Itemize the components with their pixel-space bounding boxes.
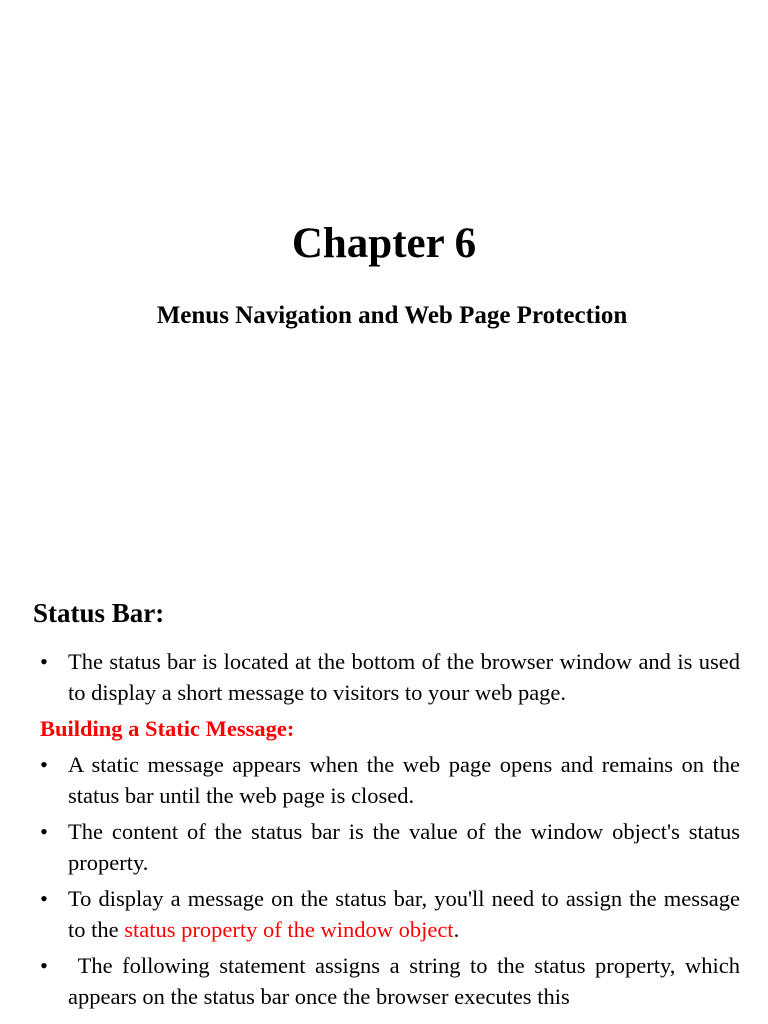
bullet-text: The status bar is located at the bottom of the browser window and is used to display a short message to visitors to your web page. xyxy=(68,649,740,705)
bullet-text: The content of the status bar is the value of the window object's status property. xyxy=(68,819,740,875)
sub-heading: Building a Static Message: xyxy=(40,716,295,741)
bullet-icon: • xyxy=(40,752,48,777)
bullet-icon: • xyxy=(40,819,48,844)
list-item xyxy=(40,950,746,1012)
bullet-text-after: . xyxy=(453,917,460,942)
bullet-text: A static message appears when the web page opens and remains on the status bar until the web page is closed. xyxy=(68,752,740,808)
list-item xyxy=(40,646,740,708)
list-item xyxy=(40,883,740,945)
list-item xyxy=(40,816,740,878)
list-item xyxy=(40,749,740,811)
bullet-text: The following statement assigns a string to the status property, which appears on the status bar once the browser executes this xyxy=(68,953,746,1009)
chapter-title: Chapter 6 xyxy=(291,220,477,267)
bullet-text-before: To display a message on the status bar, you'll need to assign the message to the xyxy=(68,886,740,942)
highlighted-text: status property of the window object xyxy=(124,917,454,942)
bullet-icon: • xyxy=(40,649,48,674)
bullet-text xyxy=(68,886,740,942)
bullet-icon: • xyxy=(40,886,48,911)
bullet-icon: • xyxy=(40,953,48,978)
section-content xyxy=(40,646,746,1012)
section-heading: Status Bar: xyxy=(33,598,165,628)
chapter-subtitle: Menus Navigation and Web Page Protection xyxy=(156,302,628,329)
